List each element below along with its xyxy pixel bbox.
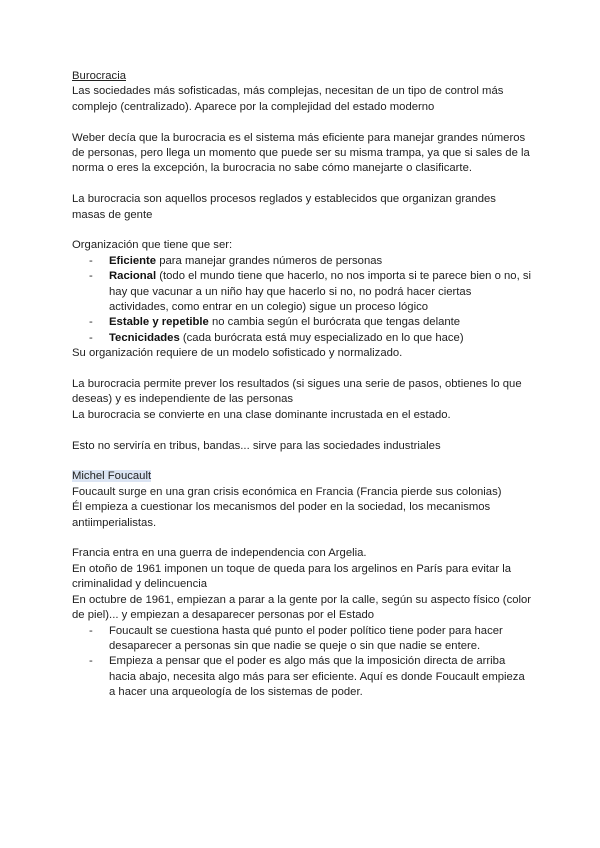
paragraph: Foucault surge en una gran crisis económica en Francia (Francia pierde sus colonias) (72, 485, 502, 498)
bullet-dash: - (89, 316, 93, 329)
list-item: - Empieza a pensar que el poder es algo más que la imposición directa de arriba hacia abajo, necesita algo más para ser eficiente. Aquí es donde Foucault empieza a hacer una arqueología de los sistemas de poder. (89, 655, 525, 699)
bullet-dash: - (89, 254, 93, 267)
list-item: - Foucault se cuestiona hasta qué punto el poder político tiene poder para hacer desaparecer a personas sin que nadie se queje o sin que nadie se entere. (89, 624, 503, 652)
bullet-list (72, 624, 532, 701)
paragraph: En otoño de 1961 imponen un toque de queda para los argelinos en París para evitar la criminalidad y delincuencia (72, 562, 512, 591)
section-title-foucault: Michel Foucault (72, 470, 152, 483)
list-item: - Tecnicidades (cada burócrata está muy especializado en lo que hace) (72, 331, 532, 346)
section-title-burocracia: Burocracia (72, 70, 126, 82)
paragraph: Las sociedades más sofisticadas, más complejas, necesitan de un tipo de control más complejo (centralizado). Aparece por la complejidad del estado moderno (72, 85, 504, 113)
bullet-dash: - (89, 655, 93, 668)
list-item: - Racional (todo el mundo tiene que hacerlo, no nos importa si te parece bien o no, si hay que vacunar a un niño hay que hacerlo si no, no podrá hacer ciertas actividades, como entrar en un colegio) sigue un proceso lógico (89, 270, 532, 314)
paragraph: La burocracia permite prever los resultados (si sigues una serie de pasos, obtienes lo que deseas) y es independiente de las personas (72, 378, 522, 406)
bullet-dash: - (89, 624, 93, 637)
paragraph: Él empieza a cuestionar los mecanismos del poder en la sociedad, los mecanismos antiimperialistas. (72, 501, 491, 529)
list-item: - Eficiente para manejar grandes números de personas (72, 254, 532, 269)
bullet-dash: - (89, 270, 93, 283)
paragraph: Esto no serviría en tribus, bandas... sirve para las sociedades industriales (72, 439, 441, 452)
paragraph: La burocracia se convierte en una clase dominante incrustada en el estado. (72, 408, 451, 421)
bullet-dash: - (89, 331, 93, 344)
paragraph: Organización que tiene que ser: (72, 239, 233, 252)
paragraph: Francia entra en una guerra de independencia con Argelia. (72, 547, 367, 560)
bullet-list (72, 254, 532, 346)
list-item: - Estable y repetible no cambia según el burócrata que tengas delante (72, 315, 532, 330)
paragraph: La burocracia son aquellos procesos reglados y establecidos que organizan grandes masas de gente (72, 193, 496, 221)
document-page (72, 69, 532, 701)
paragraph: Su organización requiere de un modelo sofisticado y normalizado. (72, 347, 403, 360)
paragraph: En octubre de 1961, empiezan a parar a la gente por la calle, según su aspecto físico (color de piel)... y empiezan a desaparecer personas por el Estado (72, 593, 532, 622)
paragraph: Weber decía que la burocracia es el sistema más eficiente para manejar grandes números de personas, pero llega un momento que puede ser su misma trampa, ya que si sales de la norma o eres la excepción, la burocracia no sabe cómo manejarte o clasificarte. (72, 131, 530, 175)
